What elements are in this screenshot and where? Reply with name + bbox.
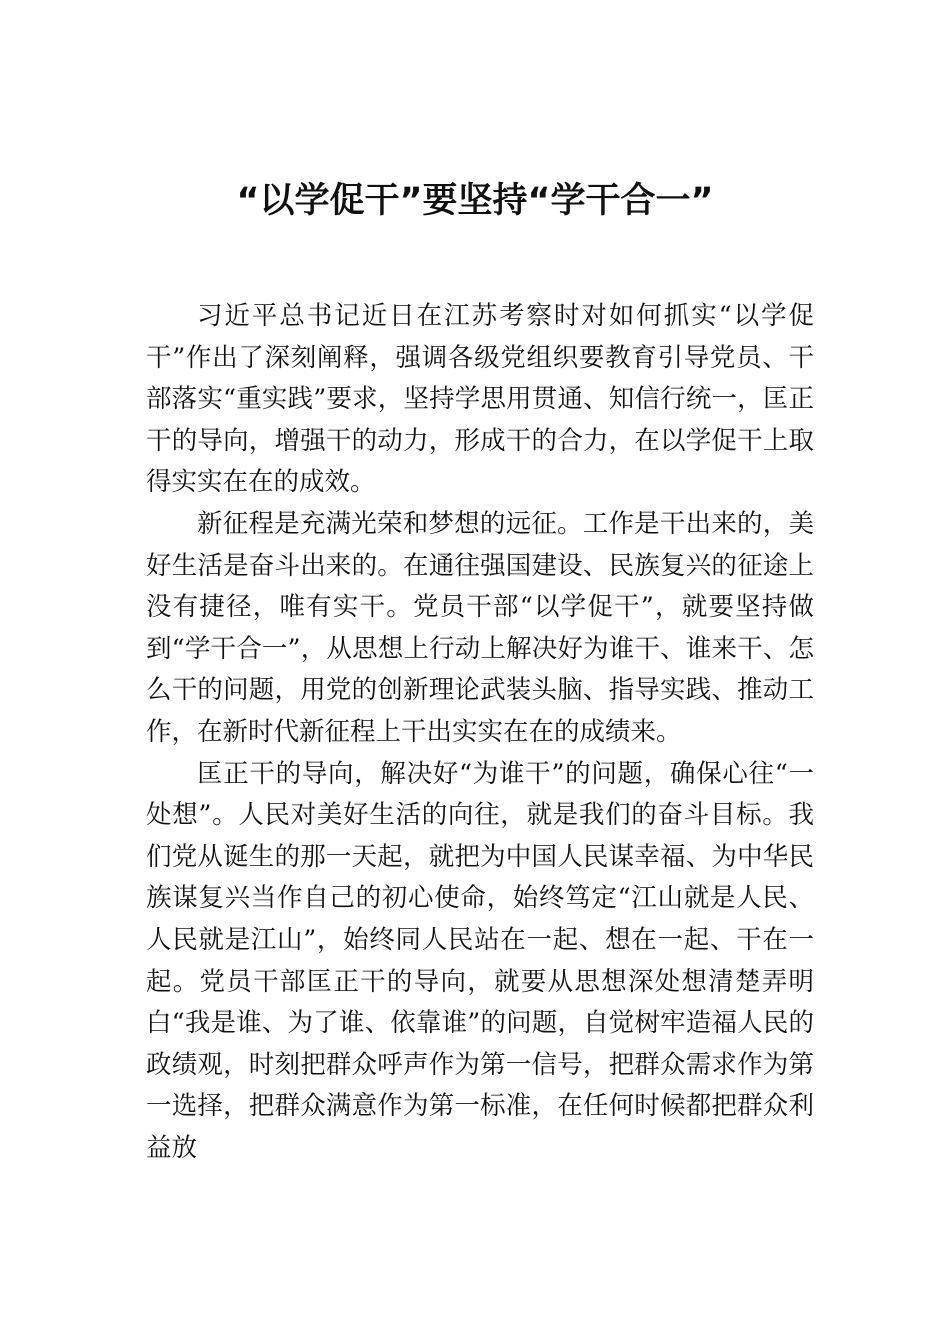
- paragraph-2: 新征程是充满光荣和梦想的远征。工作是干出来的，美好生活是奋斗出来的。在通往强国建设、民族复兴的征途上没有捷径，唯有实干。党员干部“以学促干”，就要坚持做到“学干合一”，从思想上行动上解决好为谁干、谁来干、怎么干的问题，用党的创新理论武装头脑、指导实践、推动工作，在新时代新征程上干出实实在在的成绩来。: [146, 508, 814, 747]
- article-body: [146, 296, 814, 1169]
- paragraph-1: 习近平总书记近日在江苏考察时对如何抓实“以学促干”作出了深刻阐释，强调各级党组织要教育引导党员、干部落实“重实践”要求，坚持学思用贯通、知信行统一，匡正干的导向，增强干的动力，形成干的合力，在以学促干上取得实实在在的成效。: [146, 301, 814, 498]
- page-title: “以学促干”要坚持“学干合一”: [236, 181, 714, 221]
- paragraph-3: 匡正干的导向，解决好“为谁干”的问题，确保心往“一处想”。人民对美好生活的向往，就是我们的奋斗目标。我们党从诞生的那一天起，就把为中国人民谋幸福、为中华民族谋复兴当作自己的初心使命，始终笃定“江山就是人民、人民就是江山”，始终同人民站在一起、想在一起、干在一起。党员干部匡正干的导向，就要从思想深处想清楚弄明白“我是谁、为了谁、依靠谁”的问题，自觉树牢造福人民的政绩观，时刻把群众呼声作为第一信号，把群众需求作为第一选择，把群众满意作为第一标准，在任何时候都把群众利益放: [146, 758, 814, 1163]
